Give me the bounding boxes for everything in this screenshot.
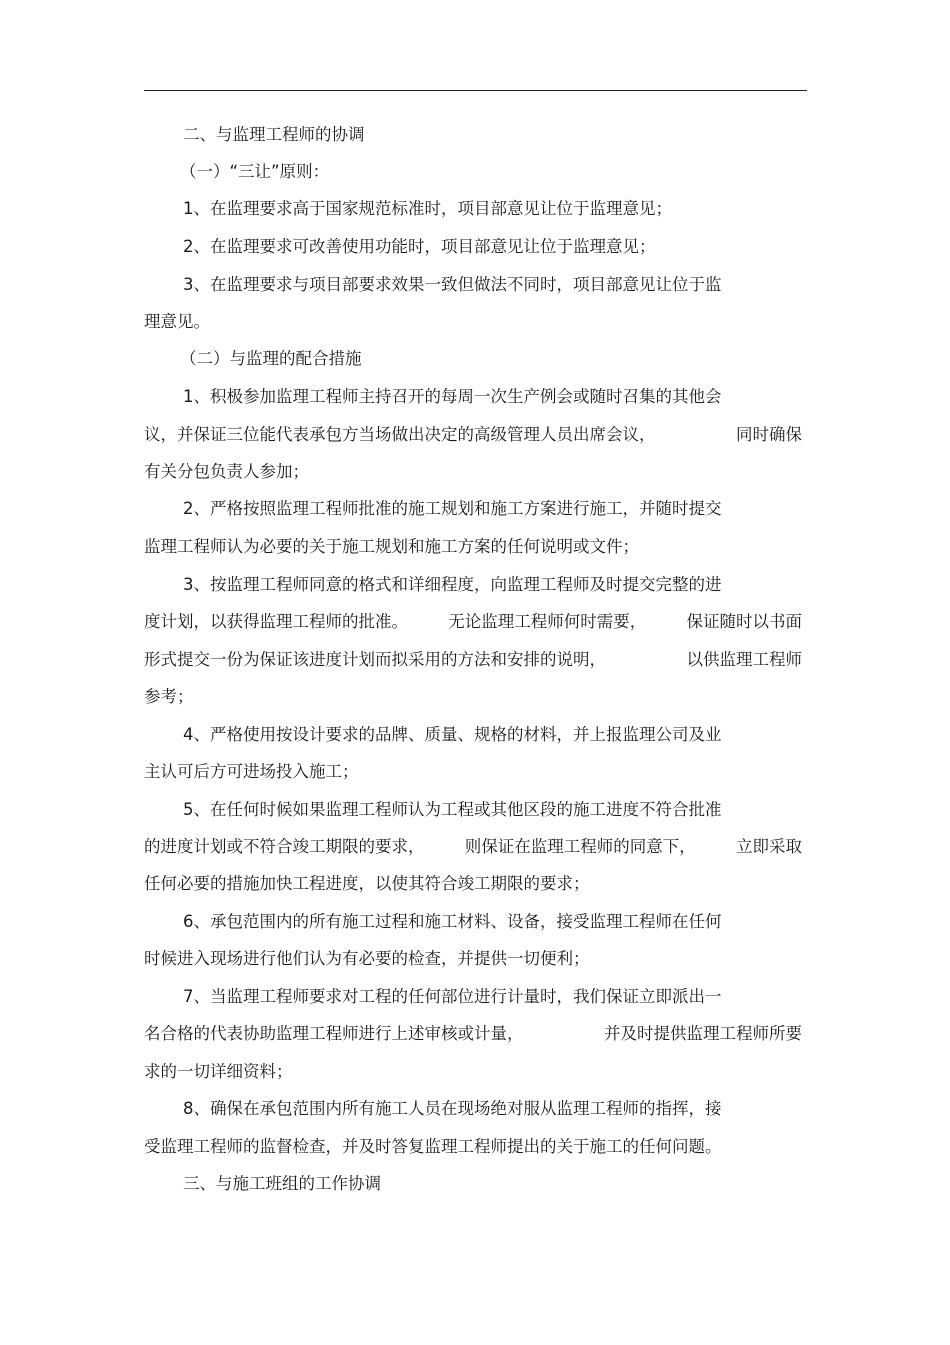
measure-8-line-1: 8、确保在承包范围内所有施工人员在现场绝对服从监理工程师的指挥，接 bbox=[183, 1099, 722, 1118]
measure-1-line-2-part-a: 议，并保证三位能代表承包方当场做出决定的高级管理人员出席会议， bbox=[144, 425, 656, 444]
measure-3-line-3 bbox=[144, 650, 802, 670]
measure-3-line-4: 参考； bbox=[144, 687, 194, 706]
measure-3-line-3-part-a: 形式提交一份为保证该进度计划而拟采用的方法和安排的说明， bbox=[144, 650, 606, 669]
measure-3-line-2-part-a: 度计划，以获得监理工程师的批准。 bbox=[144, 612, 408, 631]
measure-5-line-2-part-b: 则保证在监理工程师的同意下， bbox=[464, 837, 696, 856]
principle-item-1: 1、在监理要求高于国家规范标准时，项目部意见让位于监理意见； bbox=[183, 199, 672, 218]
measure-3-line-1: 3、按监理工程师同意的格式和详细程度，向监理工程师及时提交完整的进 bbox=[183, 575, 722, 594]
measure-3-line-2-part-c: 保证随时以书面 bbox=[686, 612, 802, 631]
section-heading-3: 三、与施工班组的工作协调 bbox=[183, 1174, 381, 1193]
measure-8-line-2: 受监理工程师的监督检查，并及时答复监理工程师提出的关于施工的任何问题。 bbox=[144, 1137, 722, 1156]
measure-1-line-2-part-b: 同时确保 bbox=[736, 425, 802, 444]
principle-item-2: 2、在监理要求可改善使用功能时，项目部意见让位于监理意见； bbox=[183, 237, 656, 256]
measure-6-line-1: 6、承包范围内的所有施工过程和施工材料、设备，接受监理工程师在任何 bbox=[183, 912, 722, 931]
measure-5-line-2-part-c: 立即采取 bbox=[736, 837, 802, 856]
measure-1-line-3: 有关分包负责人参加； bbox=[144, 462, 309, 481]
measure-4-line-1: 4、严格使用按设计要求的品牌、质量、规格的材料，并上报监理公司及业 bbox=[183, 725, 722, 744]
measure-7-line-2 bbox=[144, 1024, 802, 1044]
measure-2-line-1: 2、严格按照监理工程师批准的施工规划和施工方案进行施工，并随时提交 bbox=[183, 499, 722, 518]
principle-item-3-cont: 理意见。 bbox=[144, 312, 210, 331]
measure-3-line-3-part-b: 以供监理工程师 bbox=[686, 650, 802, 669]
measure-7-line-2-part-a: 名合格的代表协助监理工程师进行上述审核或计量， bbox=[144, 1024, 524, 1043]
subsection-title-2: （二）与监理的配合措施 bbox=[180, 349, 362, 368]
principle-item-3: 3、在监理要求与项目部要求效果一致但做法不同时，项目部意见让位于监 bbox=[183, 275, 722, 294]
measure-7-line-1: 7、当监理工程师要求对工程的任何部位进行计量时，我们保证立即派出一 bbox=[183, 987, 722, 1006]
subsection-title-1: （一）“三让”原则： bbox=[180, 162, 330, 181]
header-rule bbox=[144, 90, 807, 91]
measure-5-line-2-part-a: 的进度计划或不符合竣工期限的要求， bbox=[144, 837, 425, 856]
measure-7-line-2-part-b: 并及时提供监理工程师所要 bbox=[604, 1024, 802, 1043]
measure-5-line-1: 5、在任何时候如果监理工程师认为工程或其他区段的施工进度不符合批准 bbox=[183, 800, 722, 819]
section-heading-2: 二、与监理工程师的协调 bbox=[183, 125, 365, 144]
measure-3-line-2 bbox=[144, 612, 802, 632]
measure-3-line-2-part-b: 无论监理工程师何时需要， bbox=[448, 612, 647, 631]
measure-1-line-1: 1、积极参加监理工程师主持召开的每周一次生产例会或随时召集的其他会 bbox=[183, 387, 722, 406]
measure-1-line-2 bbox=[144, 425, 802, 445]
measure-5-line-3: 任何必要的措施加快工程进度，以使其符合竣工期限的要求； bbox=[144, 874, 590, 893]
measure-6-line-2: 时候进入现场进行他们认为有必要的检查，并提供一切便利； bbox=[144, 949, 590, 968]
measure-7-line-3: 求的一切详细资料； bbox=[144, 1062, 293, 1081]
measure-2-line-2: 监理工程师认为必要的关于施工规划和施工方案的任何说明或文件； bbox=[144, 537, 639, 556]
measure-4-line-2: 主认可后方可进场投入施工； bbox=[144, 762, 359, 781]
measure-5-line-2 bbox=[144, 837, 802, 857]
